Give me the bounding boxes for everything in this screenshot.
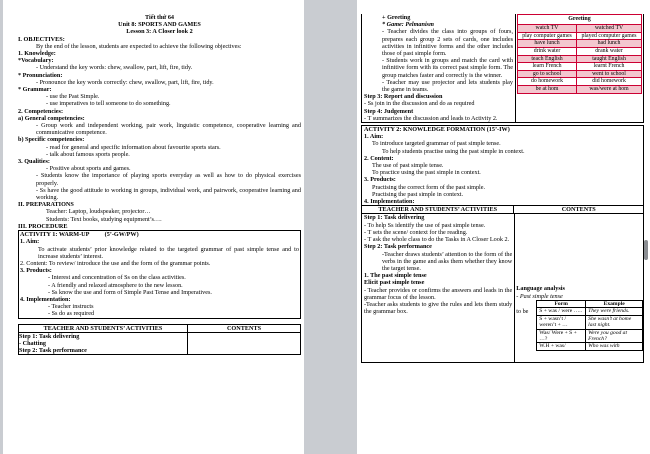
to-be-label: to be — [516, 307, 529, 315]
form-row — [537, 343, 643, 350]
past-form-cell: was/were at hom — [577, 85, 642, 93]
greeting-row — [518, 70, 642, 78]
text-line: To practice using the past simple in context. — [372, 169, 481, 177]
text-line: 3. Qualities: — [18, 158, 50, 166]
warmup-continuation-table — [361, 14, 644, 123]
text-line: 2. Competencies: — [18, 107, 64, 115]
text-line: - Ss know the use and form of Simple Past Tense and Imperatives. — [48, 288, 212, 296]
activity2-body — [364, 133, 641, 205]
text-line: - Interest and concentration of Ss on the class activities. — [48, 274, 186, 282]
text-line: - talk about famous sports people. — [46, 150, 130, 158]
past-form-cell: watched TV — [577, 25, 642, 33]
text-line: - use imperatives to tell someone to do something. — [46, 100, 171, 108]
activity-table — [18, 324, 301, 356]
text-line: - T summarizes the discussion and leads to Activity 2. — [364, 114, 498, 122]
text-line: - Ss join in the discussion and do as required — [364, 100, 475, 108]
text-line: - Teacher instructs — [48, 303, 94, 311]
document-page-left — [3, 0, 304, 454]
past-form-cell: went to school — [577, 70, 642, 78]
infinitive-cell: watch TV — [518, 25, 577, 33]
form-cell: S + wasn’t / weren’t + … — [537, 315, 586, 329]
text-line: - To help Ss identify the use of past simple tense. — [364, 221, 486, 229]
text-line: 4. Implementation: — [20, 295, 71, 303]
text-line: - A friendly and relaxed atmosphere to the new lesson. — [48, 281, 183, 289]
text-line: - Teacher may use projector and lets students play the game in teams. — [382, 78, 513, 94]
text-line: 2. Content: To review/ introduce the use and the form of the grammar points. — [20, 259, 211, 267]
activity2-table — [361, 206, 644, 363]
warmup-teacher-column — [362, 14, 516, 122]
text-line: -Teacher draws students’ attention to the form of the verbs in the game and asks them whether they know the target tense. — [382, 250, 513, 272]
text-line: - Ss do as required — [48, 310, 95, 318]
col-teacher-activities: TEACHER AND STUDENTS’ ACTIVITIES — [362, 206, 514, 213]
text-line: Practising the past simple in context. — [372, 190, 464, 198]
past-form-cell: did homework — [577, 78, 642, 86]
form-row — [537, 329, 643, 343]
title-line: Tiết thứ 64 — [144, 14, 175, 21]
text-line: -Teacher asks students to give the rules and lets them study the grammar box. — [364, 300, 513, 316]
teacher-activities-cell — [362, 214, 515, 362]
text-line: - T ask the whole class to do the Tasks in A Closer Look 2. — [364, 236, 510, 244]
infinitive-cell: play computer games — [518, 32, 577, 40]
form-col-form: Form — [537, 300, 586, 307]
table-step: Step 2: Task performance — [19, 347, 87, 355]
text-line: II. PREPARATIONS — [18, 201, 74, 209]
text-line: Step 3: Report and discussion — [364, 93, 443, 101]
lesson-title — [18, 14, 301, 36]
text-line: 1. Aim: — [364, 133, 384, 141]
infinitive-cell: learn French — [518, 63, 577, 71]
text-line: I. OBJECTIVES: — [18, 35, 65, 43]
activity2-title: ACTIVITY 2: KNOWLEDGE FORMATION (15’-IW) — [364, 126, 510, 134]
text-line: a) General competencies: — [18, 114, 85, 122]
text-line: Elicit past simple tense — [364, 279, 425, 287]
text-line: Teacher: Laptop, loudspeaker, projector… — [46, 208, 151, 216]
infinitive-cell: go to school — [518, 70, 577, 78]
text-line: 3. Products: — [20, 267, 52, 275]
page-right-content — [361, 14, 644, 363]
text-line: b) Specific competencies: — [18, 136, 85, 144]
text-line: Students: Text books, studying equipment’s…. — [46, 215, 162, 223]
text-line: + Greeting — [382, 14, 411, 21]
text-line: - read for general and specific information about favourite sports stars. — [46, 143, 221, 151]
activity2-box — [361, 125, 644, 206]
page-left-content — [18, 14, 301, 355]
past-form-cell: had lunch — [577, 40, 642, 48]
activity1-body — [20, 238, 299, 317]
form-row — [537, 308, 643, 315]
activity1-box — [18, 230, 301, 318]
text-line: Step 1: Task delivering — [364, 214, 425, 222]
greeting-row — [518, 25, 642, 33]
infinitive-cell: do homework — [518, 78, 577, 86]
text-line: 2. Content: — [364, 154, 394, 162]
col-teacher-activities: TEACHER AND STUDENTS’ ACTIVITIES — [19, 325, 188, 332]
text-line: Practising the correct form of the past simple. — [372, 183, 486, 191]
text-line: - Students know the importance of playing sports everyday as well as how to do physical exercises properly. — [36, 172, 301, 187]
greeting-row — [518, 55, 642, 63]
text-line: 1. Aim: — [20, 238, 40, 246]
infinitive-cell: teach English — [518, 55, 577, 63]
greeting-row — [518, 32, 642, 40]
text-line: Step 4: Judgement — [364, 107, 414, 115]
past-form-cell: played computer games — [577, 32, 642, 40]
text-line: *Vocabulary: — [18, 57, 54, 65]
text-line: 4. Implementation: — [364, 198, 415, 206]
greeting-row — [518, 47, 642, 55]
text-line: - Group work and independent working, pair work, linguistic competence, cooperative learning and communicative competence. — [36, 122, 301, 137]
activity2-table-header — [362, 206, 643, 213]
past-simple-label: - Past simple tense — [516, 292, 563, 300]
text-line: 3. Products: — [364, 176, 396, 184]
form-cell: W.H + was/ — [537, 343, 586, 350]
past-form-cell: learnt French — [577, 63, 642, 71]
activity1-title: ACTIVITY 1: WARM-UP — [20, 231, 90, 239]
form-table — [536, 300, 643, 351]
text-line: - use the Past Simple. — [46, 93, 100, 101]
text-line: - Teacher divides the class into groups of fours, prepares each group 2 sets of cards, one includes activities in infinitive forms and the other includes those of past simple form. — [382, 28, 513, 58]
table-step: - Chatting — [19, 339, 46, 347]
text-line: To introduce targeted grammar of past simple tense. — [372, 140, 501, 148]
text-line: By the end of the lesson, students are expected to achieve the following objectives: — [36, 42, 242, 50]
example-cell: They were friends. — [586, 308, 643, 315]
scrollbar-thumb[interactable] — [644, 240, 648, 260]
past-form-cell: drank water — [577, 47, 642, 55]
past-form-cell: taught English — [577, 55, 642, 63]
text-line: 1. Knowledge: — [18, 50, 56, 58]
greeting-row — [518, 85, 642, 93]
text-line: * Pronunciation: — [18, 71, 63, 79]
text-line: To help students practise using the past simple in context. — [382, 147, 525, 155]
table-step: Step 1: Task delivering — [19, 332, 80, 340]
infinitive-cell: drink water — [518, 47, 577, 55]
language-analysis-heading: Language analysis — [516, 285, 565, 293]
text-line: The use of past simple tense. — [372, 162, 444, 170]
example-cell: She wasn’t at home last night. — [586, 315, 643, 329]
greeting-table — [517, 14, 642, 94]
greeting-row — [518, 63, 642, 71]
form-row — [537, 315, 643, 329]
text-line: * Grammar: — [18, 86, 52, 94]
text-line: III. PROCEDURE — [18, 222, 68, 230]
infinitive-cell: be at hom — [518, 85, 577, 93]
document-page-right — [357, 0, 650, 454]
example-cell: Who was with — [586, 343, 643, 350]
activity-table-header — [19, 325, 300, 332]
form-col-example: Example — [586, 300, 643, 307]
text-line: - Pronounce the key words correctly: chew, swallow, part, lift, fire, tidy. — [36, 78, 214, 86]
activity1-heading — [20, 231, 299, 238]
text-line: Step 2: Task performance — [364, 243, 432, 251]
warmup-contents-column — [516, 14, 643, 122]
text-line: - Understand the key words: chew, swallow, part, lift, fire, tidy. — [36, 64, 193, 72]
title-line: Unit 8: SPORTS AND GAMES — [118, 21, 201, 29]
text-line: To activate students’ prior knowledge related to the targeted grammar of past simple tense and to increase students’ interest. — [38, 245, 299, 260]
objectives-section — [18, 36, 301, 230]
form-cell: Was/ Were + S + …? — [537, 329, 586, 343]
text-line: - T sets the scene/ context for the reading. — [364, 228, 468, 236]
activity1-time: (5’-GW/PW) — [104, 231, 139, 239]
table-row — [19, 332, 300, 355]
infinitive-cell: have lunch — [518, 40, 577, 48]
contents-cell — [515, 214, 643, 362]
example-cell: Were you good at French? — [586, 329, 643, 343]
greeting-row — [518, 78, 642, 86]
col-contents: CONTENTS — [226, 324, 262, 332]
col-contents: CONTENTS — [561, 206, 596, 214]
text-line: - Teacher provides or confirms the answers and leads in the grammar focus of the lesson. — [364, 286, 513, 301]
greeting-row — [518, 40, 642, 48]
form-cell: S + was / were ….. — [537, 308, 586, 315]
text-line: * Game: Pelmanism — [382, 21, 434, 29]
text-line: - Positive about sports and games. — [46, 165, 131, 173]
text-line: 1. The past simple tense — [364, 272, 427, 280]
text-line: - Ss have the good attitude to working in groups, individual work, and pairwork, cooperative learning and working. — [36, 186, 301, 202]
text-line: - Students work in groups and match the card with infinitive form with its correct past simple form. The group matches faster and correctly is the winner. — [382, 57, 513, 79]
title-line: Lesson 3: A Closer look 2 — [126, 28, 193, 36]
greeting-table-title: Greeting — [518, 15, 642, 25]
